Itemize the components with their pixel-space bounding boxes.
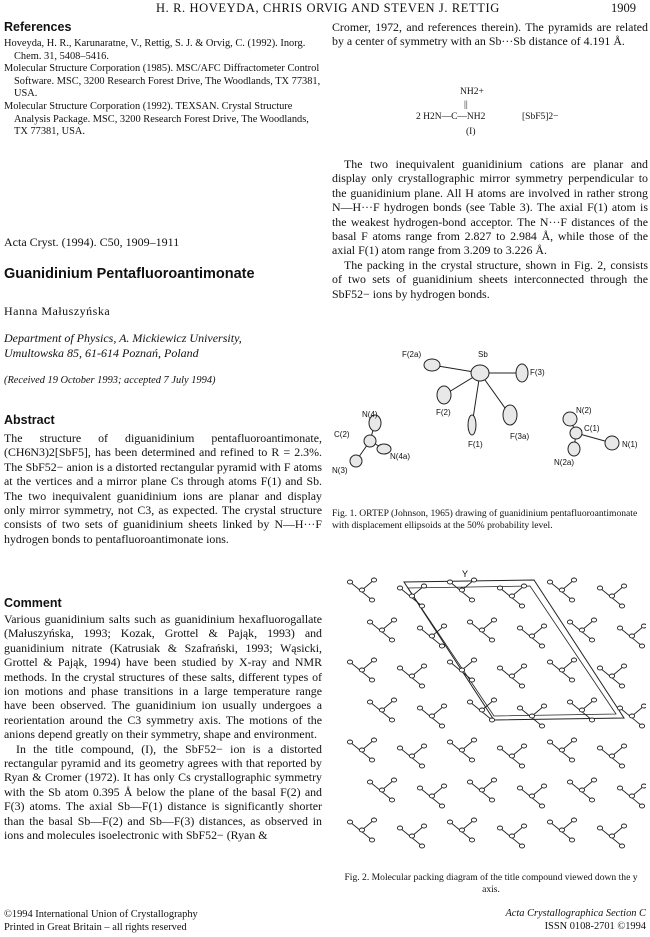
packing-molecule [347, 818, 376, 842]
unit-cell-outline [404, 580, 624, 720]
atom-label: F(3) [530, 368, 545, 377]
atom-f1-ellipsoid [468, 415, 476, 435]
packing-molecule [617, 624, 646, 648]
packing-molecule [397, 664, 426, 688]
packing-molecule [467, 618, 496, 642]
references-heading: References [4, 20, 72, 34]
atom-label: F(2a) [402, 350, 422, 359]
reference-item: Molecular Structure Corporation (1985). MSC/AFC Diffractometer Control Software. MSC, 3200 Research Forest Drive, The Woodlands, TX 77381, USA. [4, 63, 321, 100]
comment-paragraph-4: The packing in the crystal structure, shown in Fig. 2, consists of two sets of guanidinium sheets interconnected through the SbF52− ions by hydrogen bonds. [332, 257, 648, 301]
atom-label: N(1) [622, 440, 638, 449]
comment-paragraph-2: In the title compound, (I), the SbF52− ion is a distorted rectangular pyramid and its geometry agrees with that reported by Ryan & Cromer (1972). It has only Cs crystallographic symmetry with the Sb atom 0.395 Å below the plane of the basal F(2) and F(3) atoms. The axial Sb—F(1) distance is significantly shorter than the basal Sb—F(2) and Sb—F(3) distances, as observed in ions and molecules isoelectronic with SbF52− (Ryan & [4, 741, 322, 843]
atom-label: N(4a) [390, 452, 411, 461]
received-dates: (Received 19 October 1993; accepted 7 July 1994) [4, 375, 216, 386]
reference-item: Molecular Structure Corporation (1992). TEXSAN. Crystal Structure Analysis Package. MSC, 3200 Research Forest Drive, The Woodlands, TX 77381, USA. [4, 100, 309, 138]
atom-n2-ellipsoid [563, 412, 577, 426]
packing-molecule [397, 744, 426, 768]
atom-f3-ellipsoid [516, 364, 528, 382]
fig2-caption: Fig. 2. Molecular packing diagram of the title compound viewed down the y axis. [344, 872, 638, 895]
packing-molecule [547, 578, 576, 602]
fig2-packing-diagram [344, 568, 646, 868]
comment-continued: Cromer, 1972, and references therein). The pyramids are related by a center of symmetry with an Sb···Sb distance of 4.191 Å. [332, 20, 648, 49]
scheme-nh2: NH2+ [460, 87, 484, 97]
atom-label: Sb [478, 350, 488, 359]
issn-line: ISSN 0108-2701 ©1994 [544, 921, 646, 932]
scheme-double-bond: || [464, 100, 468, 110]
journal-name: Acta Crystallographica Section C [505, 908, 646, 919]
page-number: 1909 [611, 1, 636, 15]
comment-heading: Comment [4, 596, 62, 610]
fig1-ortep-drawing [332, 345, 648, 505]
packing-molecule [447, 658, 476, 682]
scheme-anion: [SbF5]2− [522, 112, 559, 122]
comment-paragraph-3: The two inequivalent guanidinium cations are planar and display only crystallographic mirror symmetry perpendicular to the guanidinium plane. All H atoms are involved in rather strong N—H···F hydrogen bonds (see Table 3). The axial F(1) atom is the weakest hydrogen-bond acceptor. The N···F distances of the basal F atoms range from 2.827 to 2.984 Å, while those of the axial F(1) atom range from 3.209 to 3.226 Å. [332, 157, 648, 258]
packing-molecule [347, 578, 376, 602]
references-list [4, 38, 322, 139]
fig1-caption: Fig. 1. ORTEP (Johnson, 1965) drawing of guanidinium pentafluoroantimonate with displacement ellipsoids at the 50% probability level. [332, 508, 638, 531]
packing-molecule [367, 698, 396, 722]
packing-molecule [517, 624, 546, 648]
packing-molecule [347, 738, 376, 762]
packing-molecule [367, 618, 396, 642]
packing-molecule [517, 784, 546, 808]
journal-citation: Acta Cryst. (1994). C50, 1909–1911 [4, 235, 180, 249]
packing-molecule [567, 778, 596, 802]
reference-item: Hoveyda, H. R., Karunaratne, V., Rettig, S. J. & Orvig, C. (1992). Inorg. Chem. 31, 5408–5416. [4, 38, 306, 62]
fig2-axis-label: Y [462, 569, 469, 579]
packing-molecule [617, 704, 646, 728]
atom-c2-ellipsoid [364, 435, 376, 447]
packing-molecule [417, 624, 446, 648]
atom-label: F(3a) [510, 432, 530, 441]
printed-line: Printed in Great Britain – all rights reserved [4, 922, 187, 933]
atom-f3a-ellipsoid [503, 405, 517, 425]
packing-molecule [497, 664, 526, 688]
atom-sb-ellipsoid [471, 365, 489, 381]
packing-molecule [497, 584, 526, 608]
running-header [0, 0, 650, 18]
atom-n1-ellipsoid [605, 436, 619, 450]
copyright-line: ©1994 International Union of Crystallography [4, 909, 198, 920]
atom-label: N(3) [332, 466, 348, 475]
abstract-heading: Abstract [4, 413, 55, 427]
atom-label: N(2a) [554, 458, 575, 467]
packing-molecule [397, 824, 426, 848]
packing-molecule [497, 824, 526, 848]
atom-label: F(1) [468, 440, 483, 449]
packing-molecule [417, 784, 446, 808]
atom-c1-ellipsoid [570, 427, 582, 439]
packing-molecule [447, 818, 476, 842]
packing-molecule [347, 658, 376, 682]
abstract-text: The structure of diguanidinium pentafluoroantimonate, (CH6N3)2[SbF5], has been determined and refined to R = 2.3%. The SbF52− anion is a distorted rectangular pyramid with F atoms at the vertices and a mirror plane Cs through atoms F(1) and Sb. The two inequivalent guanidinium ions are planar and display only mirror symmetry, not C3, as expected. The crystal structure consists of two sets of guanidinium sheets linked by N—H···F hydrogen bonds to pentafluoroantimonate ions. [4, 431, 322, 546]
packing-molecule [367, 778, 396, 802]
packing-molecule [617, 784, 646, 808]
scheme-label: (I) [466, 127, 476, 137]
atom-label: C(1) [584, 424, 600, 433]
packing-molecule [597, 584, 626, 608]
atom-label: F(2) [436, 408, 451, 417]
affiliation-line-1: Department of Physics, A. Mickiewicz University, [4, 331, 242, 345]
packing-molecule [417, 704, 446, 728]
atom-n2a-ellipsoid [568, 442, 580, 456]
atom-label: N(2) [576, 406, 592, 415]
header-authors: H. R. HOVEYDA, CHRIS ORVIG AND STEVEN J. RETTIG [156, 1, 500, 15]
scheme-formula: 2 H2N—C—NH2 [416, 112, 486, 122]
affiliation-line-2: Umultowska 85, 61-614 Poznań, Poland [4, 346, 199, 360]
packing-molecule [447, 738, 476, 762]
packing-molecule [517, 704, 546, 728]
packing-molecule [547, 658, 576, 682]
packing-molecule [597, 744, 626, 768]
atom-n3-ellipsoid [350, 455, 362, 467]
atom-f2-ellipsoid [437, 386, 451, 404]
comment-paragraph-1: Various guanidinium salts such as guanidinium hexafluorogallate (Małuszyńska, 1993; Kozak, Grottel & Pająk, 1993) and guanidinium nitrate (Katrusiak & Szafrański, 1993; Wąsicki, Grottel & Pająk, 1994) have been studied by X-ray and NMR methods. In the crystal structures of these salts, different types of ion motions and phase transitions in a large temperature range have been observed. The guanidinium ion usually undergoes a reorientation around the C3 symmetry axis. The motions of the anions depend greatly on their symmetry, shape and environment. [4, 612, 322, 742]
chemical-scheme [392, 87, 592, 149]
atom-n4a-ellipsoid [377, 444, 391, 454]
atom-f2a-ellipsoid [424, 359, 440, 371]
packing-molecule [497, 744, 526, 768]
atom-label: C(2) [334, 430, 350, 439]
packing-molecule [467, 778, 496, 802]
packing-molecule [597, 824, 626, 848]
author-name: Hanna Małuszyńska [4, 304, 111, 318]
article-title: Guanidinium Pentafluoroantimonate [4, 266, 255, 282]
atom-label: N(4) [362, 410, 378, 419]
packing-molecule [547, 818, 576, 842]
packing-molecule [547, 738, 576, 762]
